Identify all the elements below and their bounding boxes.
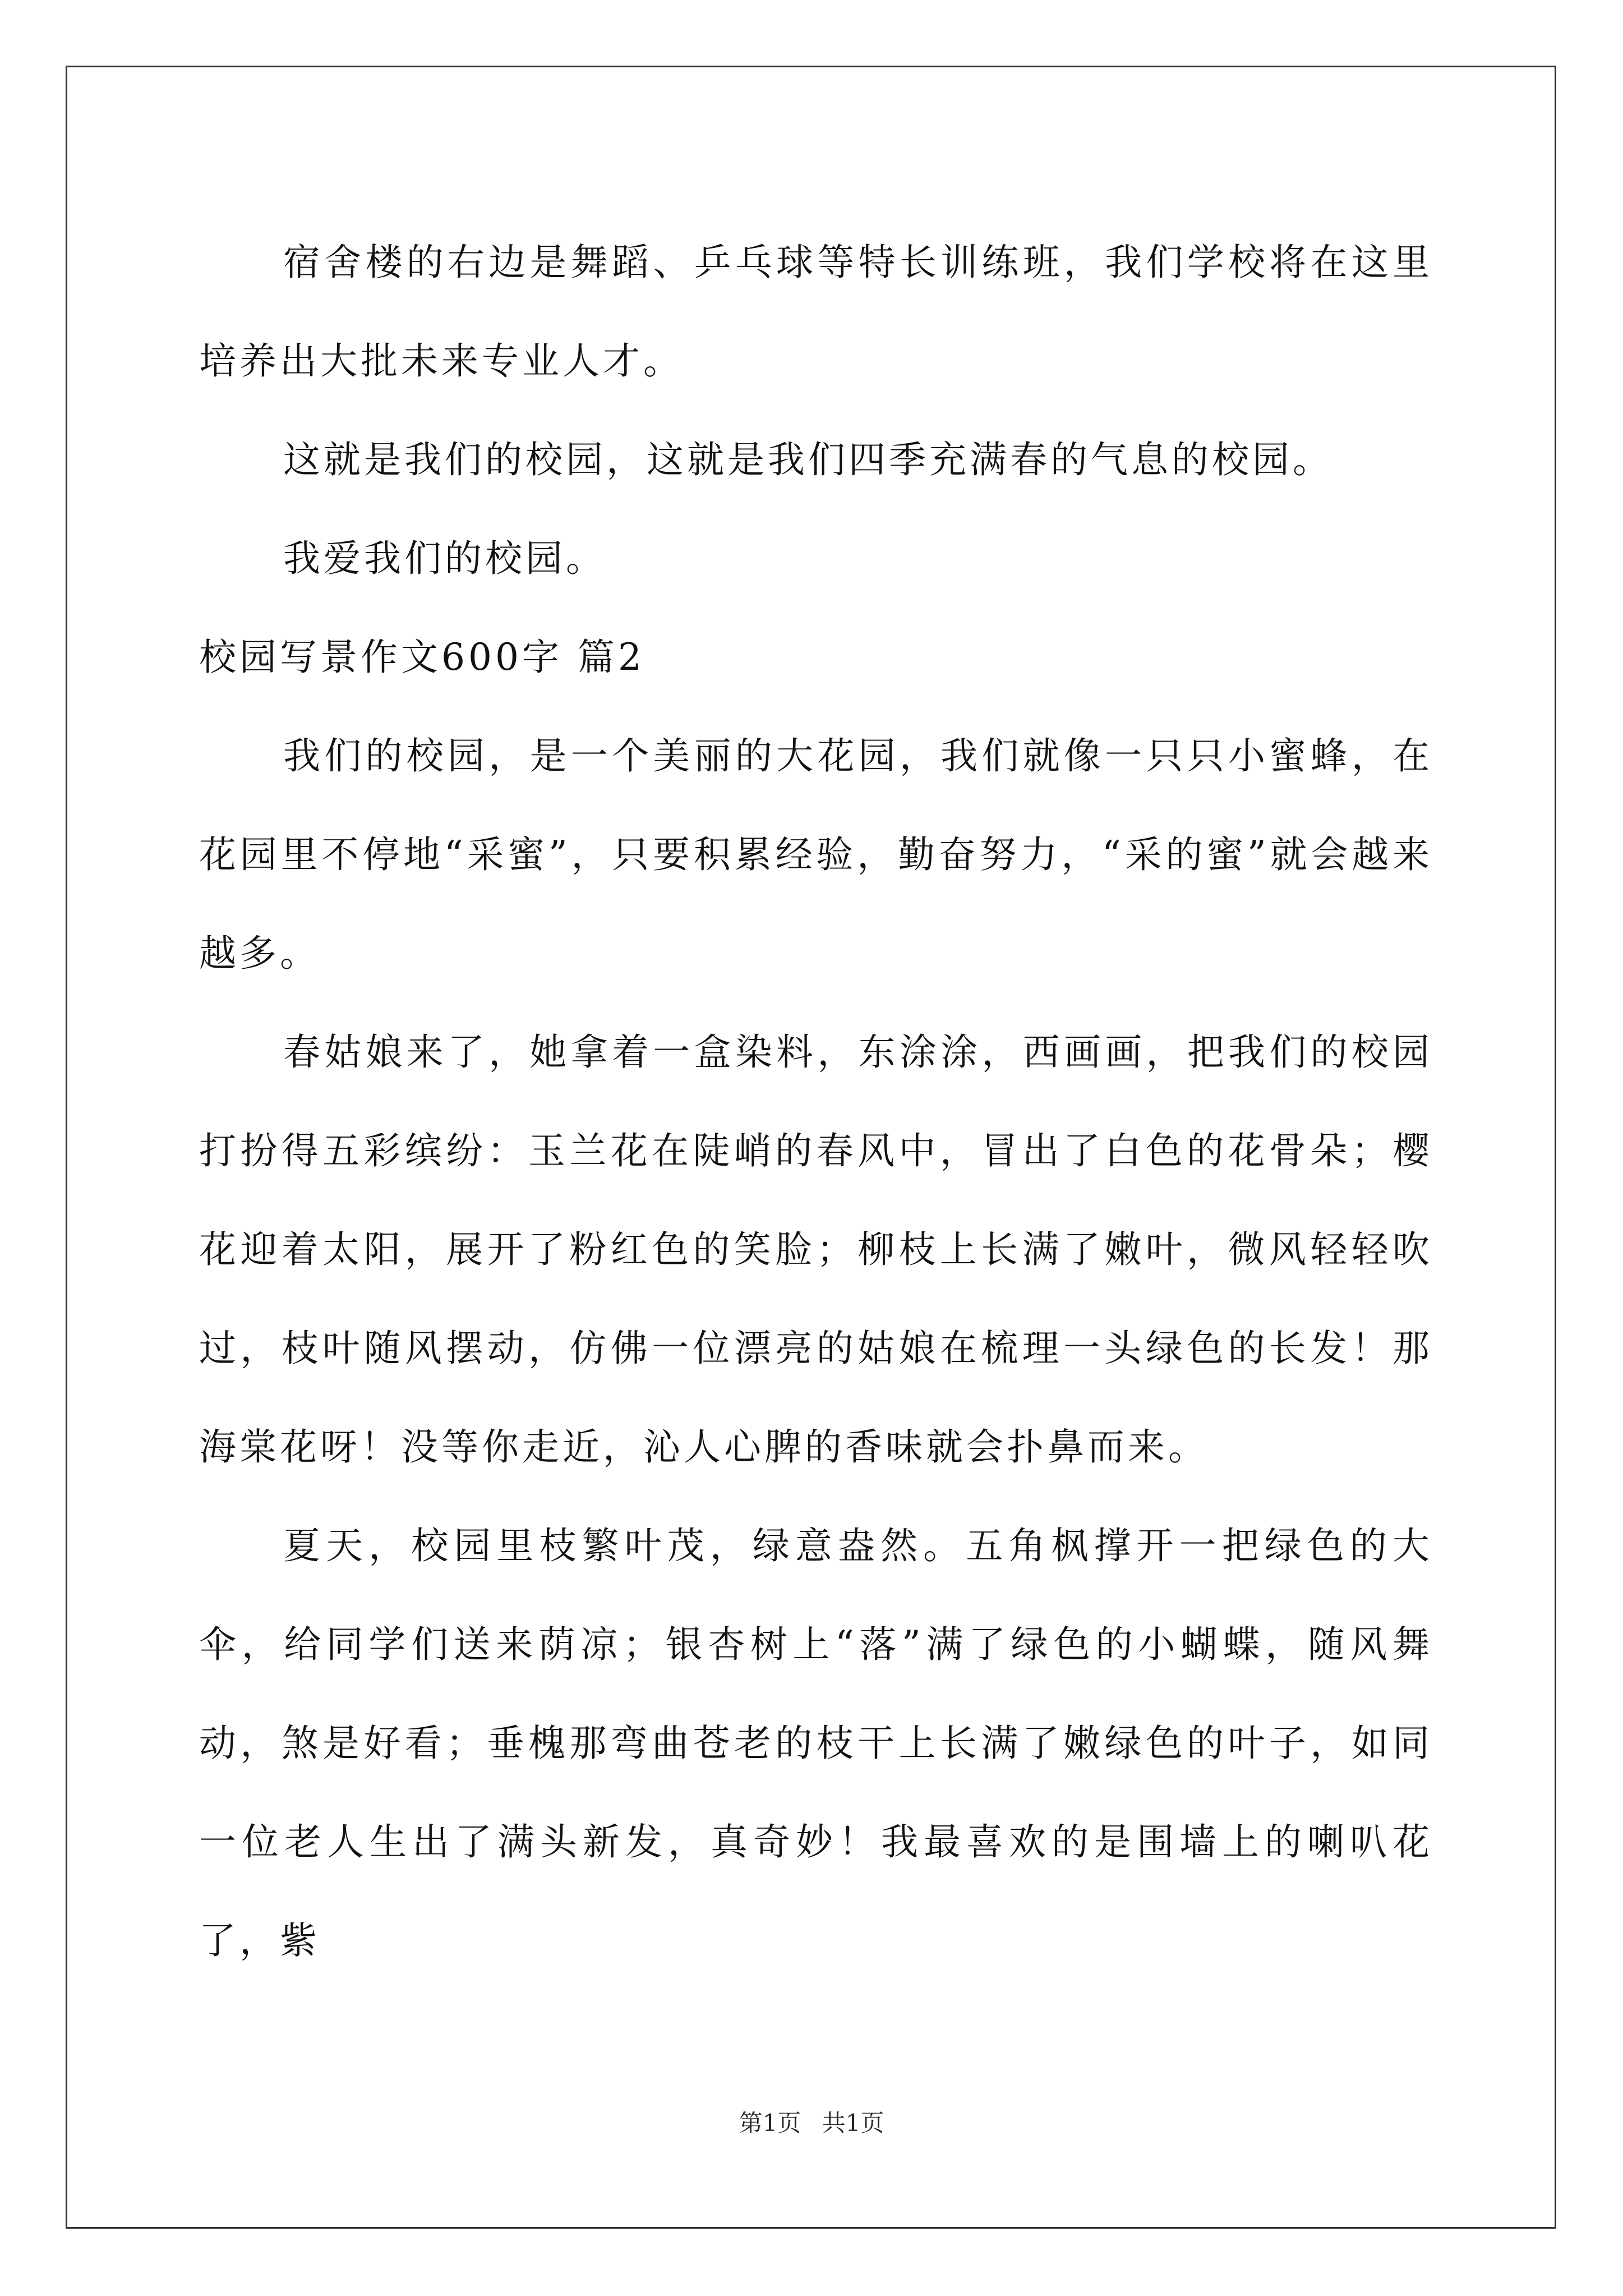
paragraph: 我们的校园，是一个美丽的大花园，我们就像一只只小蜜蜂，在花园里不停地“采蜜”，只要积累经验，勤奋努力，“采的蜜”就会越来越多。: [199, 734, 1433, 975]
paragraph: 宿舍楼的右边是舞蹈、乒乓球等特长训练班，我们学校将在这里培养出大批未来专业人才。: [199, 241, 1433, 383]
paragraph: 春姑娘来了，她拿着一盒染料，东涂涂，西画画，把我们的校园打扮得五彩缤纷：玉兰花在陡峭的春风中，冒出了白色的花骨朵；樱花迎着太阳，展开了粉红色的笑脸；柳枝上长满了嫩叶，微风轻轻吹过，枝叶随风摆动，仿佛一位漂亮的姑娘在梳理一头绿色的长发！那海棠花呀！没等你走近，沁人心脾的香味就会扑鼻而来。: [199, 1030, 1433, 1469]
paragraph: 这就是我们的校园，这就是我们四季充满春的气息的校园。: [283, 438, 1333, 481]
page-number: 第1页: [739, 2109, 801, 2137]
page-total: 共1页: [822, 2109, 884, 2137]
section-heading: 校园写景作文600字 篇2: [199, 636, 645, 679]
page-footer: [0, 2106, 1623, 2140]
paragraph: 夏天，校园里枝繁叶茂，绿意盎然。五角枫撑开一把绿色的大伞，给同学们送来荫凉；银杏树上“落”满了绿色的小蝴蝶，随风舞动，煞是好看；垂槐那弯曲苍老的枝干上长满了嫩绿色的叶子，如同一位老人生出了满头新发，真奇妙！我最喜欢的是围墙上的喇叭花了，紫: [199, 1524, 1433, 1962]
paragraph: 我爱我们的校园。: [283, 537, 606, 580]
document-body: [199, 213, 1433, 1990]
